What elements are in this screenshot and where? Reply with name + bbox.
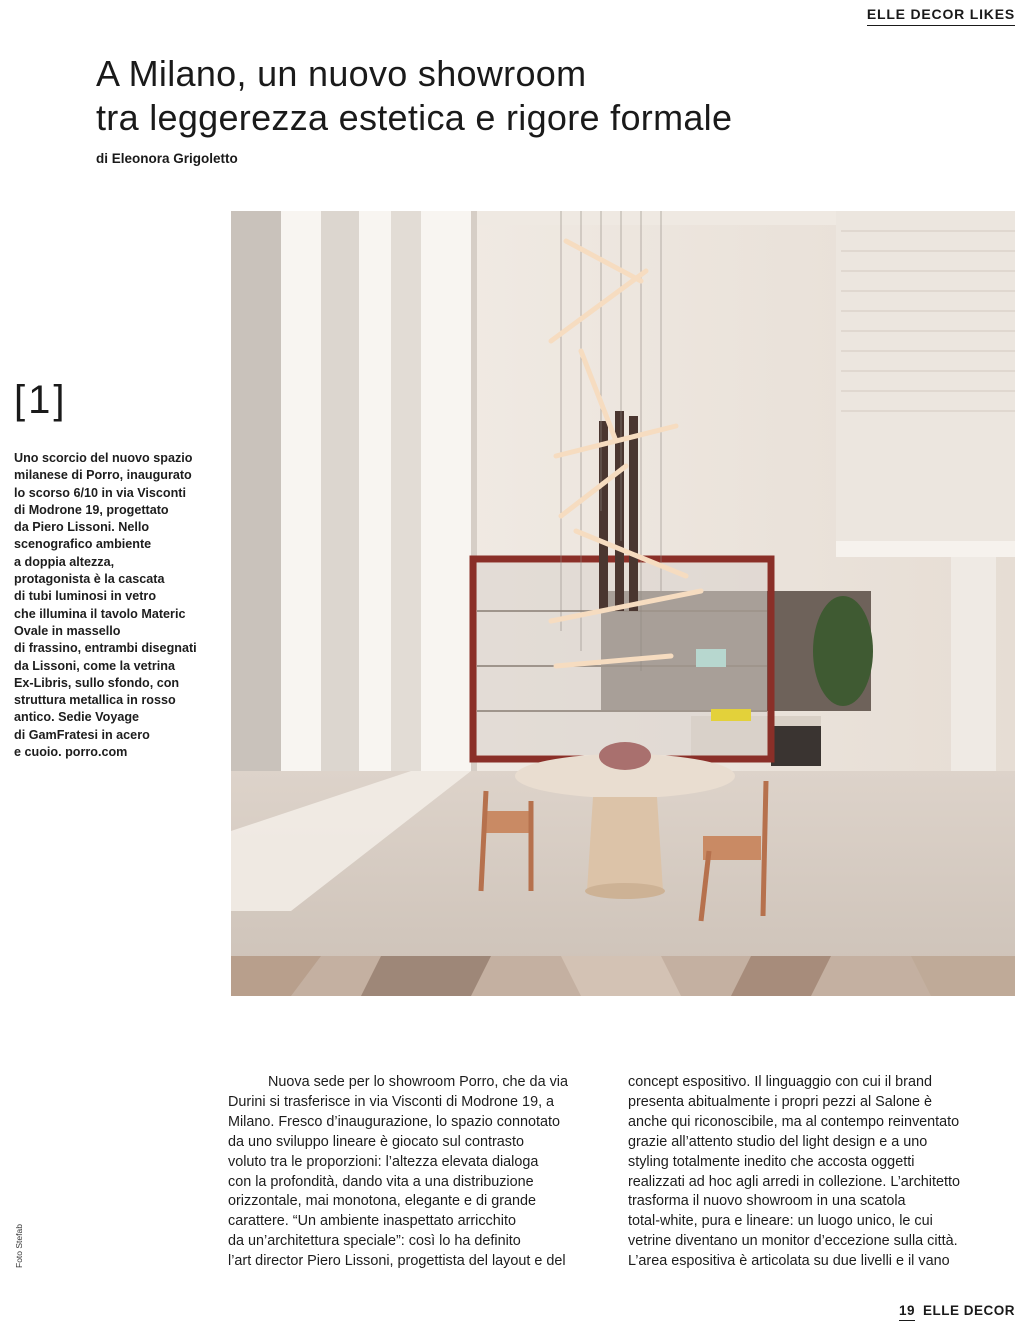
table-object: [599, 742, 651, 770]
body-line: styling totalmente inedito che accosta oggetti: [628, 1153, 915, 1170]
caption-line: protagonista è la cascata: [14, 572, 165, 587]
body-line: realizzati ad hoc agli arredi in collezione. L’architetto: [628, 1173, 960, 1190]
photo-caption: [14, 450, 214, 761]
body-line: vetrine diventano un monitor d’eccezione sulla città.: [628, 1233, 958, 1250]
body-line: trasforma il nuovo showroom in una scatola: [628, 1193, 906, 1210]
caption-line: che illumina il tavolo Materic: [14, 606, 186, 621]
caption-line: di GamFratesi in acero: [14, 727, 150, 742]
headline: [96, 52, 976, 140]
caption-line: Ex-Libris, sullo sfondo, con: [14, 675, 180, 690]
body-line: voluto tra le proporzioni: l’altezza elevata dialoga: [228, 1153, 539, 1170]
body-line: presenta abitualmente i propri pezzi al Salone è: [628, 1093, 932, 1110]
caption-line: milanese di Porro, inaugurato: [14, 468, 192, 483]
caption-line: scenografico ambiente: [14, 537, 152, 552]
page-number: 19: [899, 1303, 915, 1321]
body-line: Milano. Fresco d’inaugurazione, lo spazio connotato: [228, 1113, 560, 1130]
body-line: da uno sviluppo lineare è giocato sul contrasto: [228, 1133, 524, 1150]
body-line: con la profondità, dando vita a una distribuzione: [228, 1173, 534, 1190]
caption-line: antico. Sedie Voyage: [14, 710, 140, 725]
mezzanine: [836, 211, 1015, 556]
headline-line: A Milano, un nuovo showroom: [96, 53, 587, 94]
body-line: da un’architettura speciale”: così lo ha definito: [228, 1233, 521, 1250]
caption-line: da Piero Lissoni. Nello: [14, 520, 150, 535]
cabinet-object: [696, 649, 726, 667]
mezzanine-slab: [836, 541, 1015, 557]
caption-line: Uno scorcio del nuovo spazio: [14, 451, 193, 465]
caption-line: di frassino, entrambi disegnati: [14, 641, 197, 656]
body-line: L’area espositiva è articolata su due livelli e il vano: [628, 1253, 950, 1270]
body-line: Nuova sede per lo showroom Porro, che da via: [268, 1074, 568, 1090]
magazine-name: ELLE DECOR: [922, 1303, 1015, 1318]
body-line: total-white, pura e lineare: un luogo unico, le cui: [628, 1213, 933, 1230]
caption-line: e cuoio. porro.com: [14, 745, 128, 760]
plant: [813, 596, 873, 706]
body-line: grazie all’attento studio del light design e a uno: [628, 1133, 928, 1150]
body-line: anche qui riconoscibile, ma al contempo reinventato: [628, 1113, 960, 1130]
cabinet-object: [711, 709, 751, 721]
body-line: orizzontale, mai monotona, elegante e di grande: [228, 1193, 537, 1210]
body-column-right: [628, 1073, 1013, 1272]
body-line: Durini si trasferisce in via Visconti di Modrone 19, a: [228, 1093, 555, 1110]
headline-line: tra leggerezza estetica e rigore formale: [96, 97, 733, 138]
caption-line: di Modrone 19, progettato: [14, 502, 169, 517]
showroom-photo: [231, 211, 1015, 996]
body-line: carattere. “Un ambiente inaspettato arricchito: [228, 1213, 516, 1230]
caption-line: Ovale in massello: [14, 623, 121, 638]
caption-line: di tubi luminosi in vetro: [14, 589, 157, 604]
photo-credit: Foto Stefab: [14, 1224, 24, 1268]
page-folio: [899, 1303, 1015, 1318]
armchair: [771, 726, 821, 766]
byline: di Eleonora Grigoletto: [96, 151, 238, 166]
caption-line: a doppia altezza,: [14, 554, 115, 569]
body-line: l’art director Piero Lissoni, progettista del layout e del: [228, 1253, 566, 1270]
table-base: [587, 797, 663, 891]
caption-number: [1]: [14, 378, 68, 422]
body-line: concept espositivo. Il linguaggio con cui il brand: [628, 1074, 932, 1090]
body-column-left: [228, 1073, 613, 1272]
caption-line: lo scorso 6/10 in via Visconti: [14, 485, 186, 500]
caption-line: struttura metallica in rosso: [14, 693, 176, 708]
section-tag: ELLE DECOR LIKES: [867, 6, 1015, 26]
caption-line: da Lissoni, come la vetrina: [14, 658, 175, 673]
